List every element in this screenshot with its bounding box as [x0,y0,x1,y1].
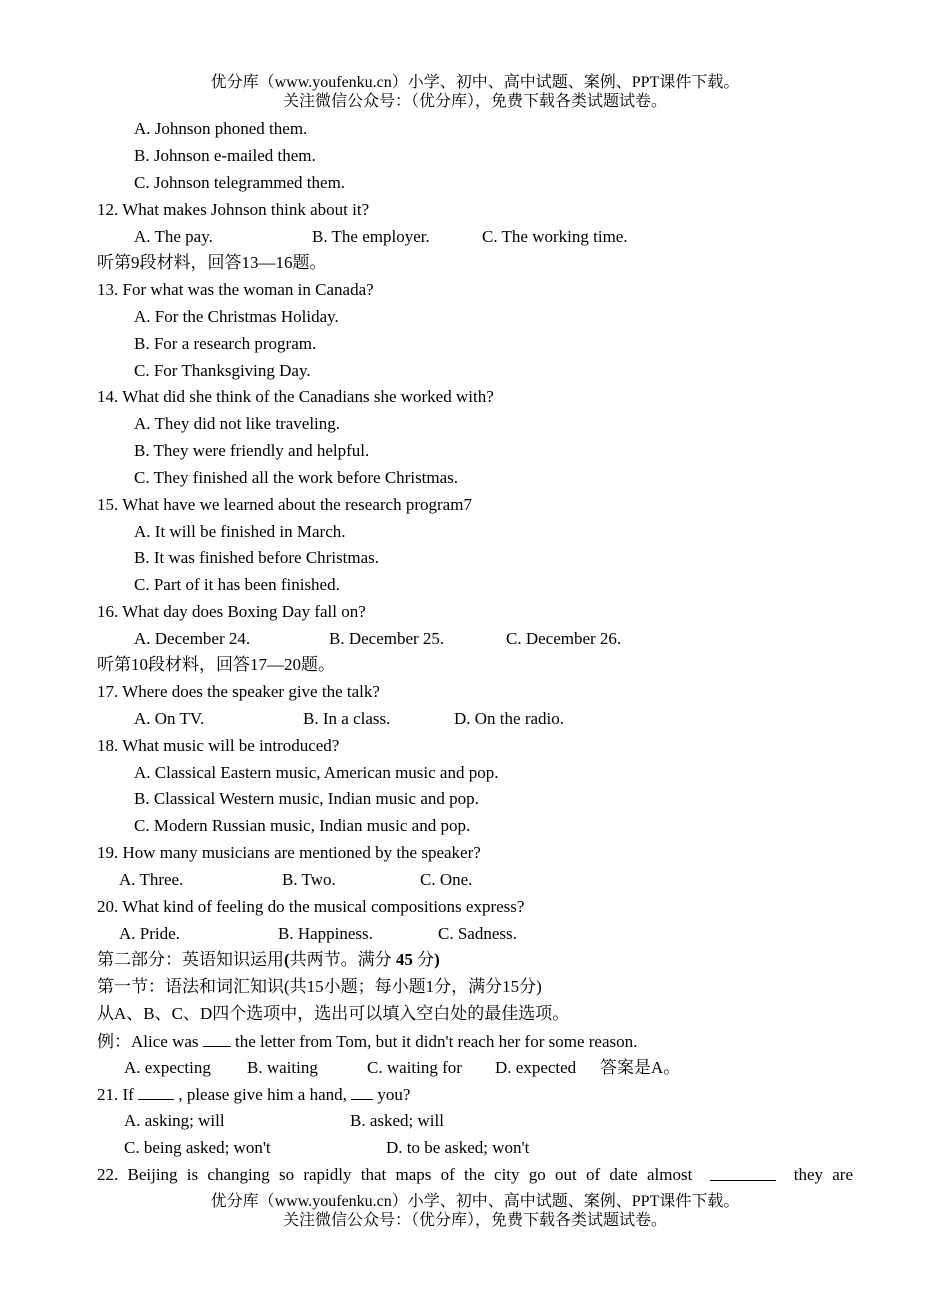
q22-after: they are [793,1165,853,1184]
example-blank [203,1031,231,1047]
q14-question: 14. What did she think of the Canadians she worked with? [97,387,494,406]
example-option-b: B. waiting [247,1058,318,1077]
q16-option-c: C. December 26. [506,629,622,648]
part-2-score: 45 [395,950,413,969]
section-9-heading: 听第9段材料，回答13—16题。 [97,253,327,272]
q22-question [97,1165,853,1185]
part-2-close-paren: ) [434,950,440,969]
instruction: 从A、B、C、D四个选项中，选出可以填入空白处的最佳选项。 [97,1004,570,1023]
q15-option-c: C. Part of it has been finished. [134,575,340,594]
q18-question: 18. What music will be introduced? [97,736,340,755]
q17-option-d: D. On the radio. [454,709,565,728]
q12-option-b: B. The employer. [312,227,430,246]
q14-option-a: A. They did not like traveling. [134,414,341,433]
part-2-mid: 共两节。满分 [289,950,392,969]
q15-option-a: A. It will be finished in March. [134,522,346,541]
footer-line-1: 优分库（www.youfenku.cn）小学、初中、高中试题、案例、PPT课件下载。 [210,1193,740,1210]
footer-line-2: 关注微信公众号：（优分库），免费下载各类试题试卷。 [282,1212,667,1229]
q18-option-a: A. Classical Eastern music, American music and pop. [134,763,499,782]
q16-option-b: B. December 25. [329,629,445,648]
q17-question: 17. Where does the speaker give the talk? [97,682,380,701]
header-line-2: 关注微信公众号：（优分库），免费下载各类试题试卷。 [282,93,667,110]
q21-blank-1 [138,1084,174,1100]
q16-option-a: A. December 24. [134,629,251,648]
part-2-open-paren: ( [284,950,290,969]
q11-option-a: A. Johnson phoned them. [134,119,308,138]
q21-after: you? [377,1085,411,1104]
section-1-heading: 第一节：语法和词汇知识(共15小题；每小题1分，满分15分) [97,977,542,996]
q20-option-b: B. Happiness. [278,924,373,943]
q13-option-b: B. For a research program. [134,334,317,353]
q17-option-a: A. On TV. [134,709,205,728]
q21-option-c: C. being asked; won't [124,1138,271,1157]
q13-option-c: C. For Thanksgiving Day. [134,361,311,380]
q19-question: 19. How many musicians are mentioned by the speaker? [97,843,481,862]
q22-blank [710,1165,776,1181]
q21-option-d: D. to be asked; won't [386,1138,530,1157]
header-line-1: 优分库（www.youfenku.cn）小学、初中、高中试题、案例、PPT课件下载。 [210,74,740,91]
part-2-suffix: 分 [417,950,435,969]
q17-option-b: B. In a class. [303,709,391,728]
example-before: 例：Alice was [97,1032,199,1051]
q14-option-b: B. They were friendly and helpful. [134,441,370,460]
page-header [0,73,950,111]
q21-option-a: A. asking; will [124,1111,225,1130]
section-10-heading: 听第10段材料，回答17—20题。 [97,655,335,674]
q21-blank-2 [351,1084,373,1100]
q21-question [97,1084,410,1105]
q19-option-a: A. Three. [119,870,184,889]
example-option-d: D. expected [495,1058,577,1077]
example-option-c: C. waiting for [367,1058,462,1077]
example-option-a: A. expecting [124,1058,211,1077]
q21-option-b: B. asked; will [350,1111,444,1130]
example-after: the letter from Tom, but it didn't reach her for some reason. [235,1032,638,1051]
q12-question: 12. What makes Johnson think about it? [97,200,370,219]
part-2-prefix: 第二部分：英语知识运用 [97,950,284,969]
q21-before: 21. If [97,1085,134,1104]
page-footer [0,1192,950,1230]
q15-option-b: B. It was finished before Christmas. [134,548,380,567]
q12-option-a: A. The pay. [134,227,213,246]
q20-option-a: A. Pride. [119,924,180,943]
part-2-heading [97,950,440,970]
q11-option-b: B. Johnson e-mailed them. [134,146,316,165]
example-sentence [97,1031,637,1052]
example-answer: 答案是A。 [600,1058,681,1077]
q13-question: 13. For what was the woman in Canada? [97,280,374,299]
q18-option-c: C. Modern Russian music, Indian music and pop. [134,816,471,835]
q22-before: 22. Beijing is changing so rapidly that maps of the city go out of date almost [97,1165,693,1184]
q16-question: 16. What day does Boxing Day fall on? [97,602,366,621]
q20-question: 20. What kind of feeling do the musical compositions express? [97,897,525,916]
q15-question: 15. What have we learned about the research program7 [97,495,472,514]
q21-middle: , please give him a hand, [178,1085,347,1104]
q14-option-c: C. They finished all the work before Christmas. [134,468,459,487]
q12-option-c: C. The working time. [482,227,628,246]
q11-option-c: C. Johnson telegrammed them. [134,173,346,192]
q20-option-c: C. Sadness. [438,924,517,943]
q18-option-b: B. Classical Western music, Indian music and pop. [134,789,479,808]
q13-option-a: A. For the Christmas Holiday. [134,307,339,326]
q19-option-b: B. Two. [282,870,336,889]
q19-option-c: C. One. [420,870,473,889]
